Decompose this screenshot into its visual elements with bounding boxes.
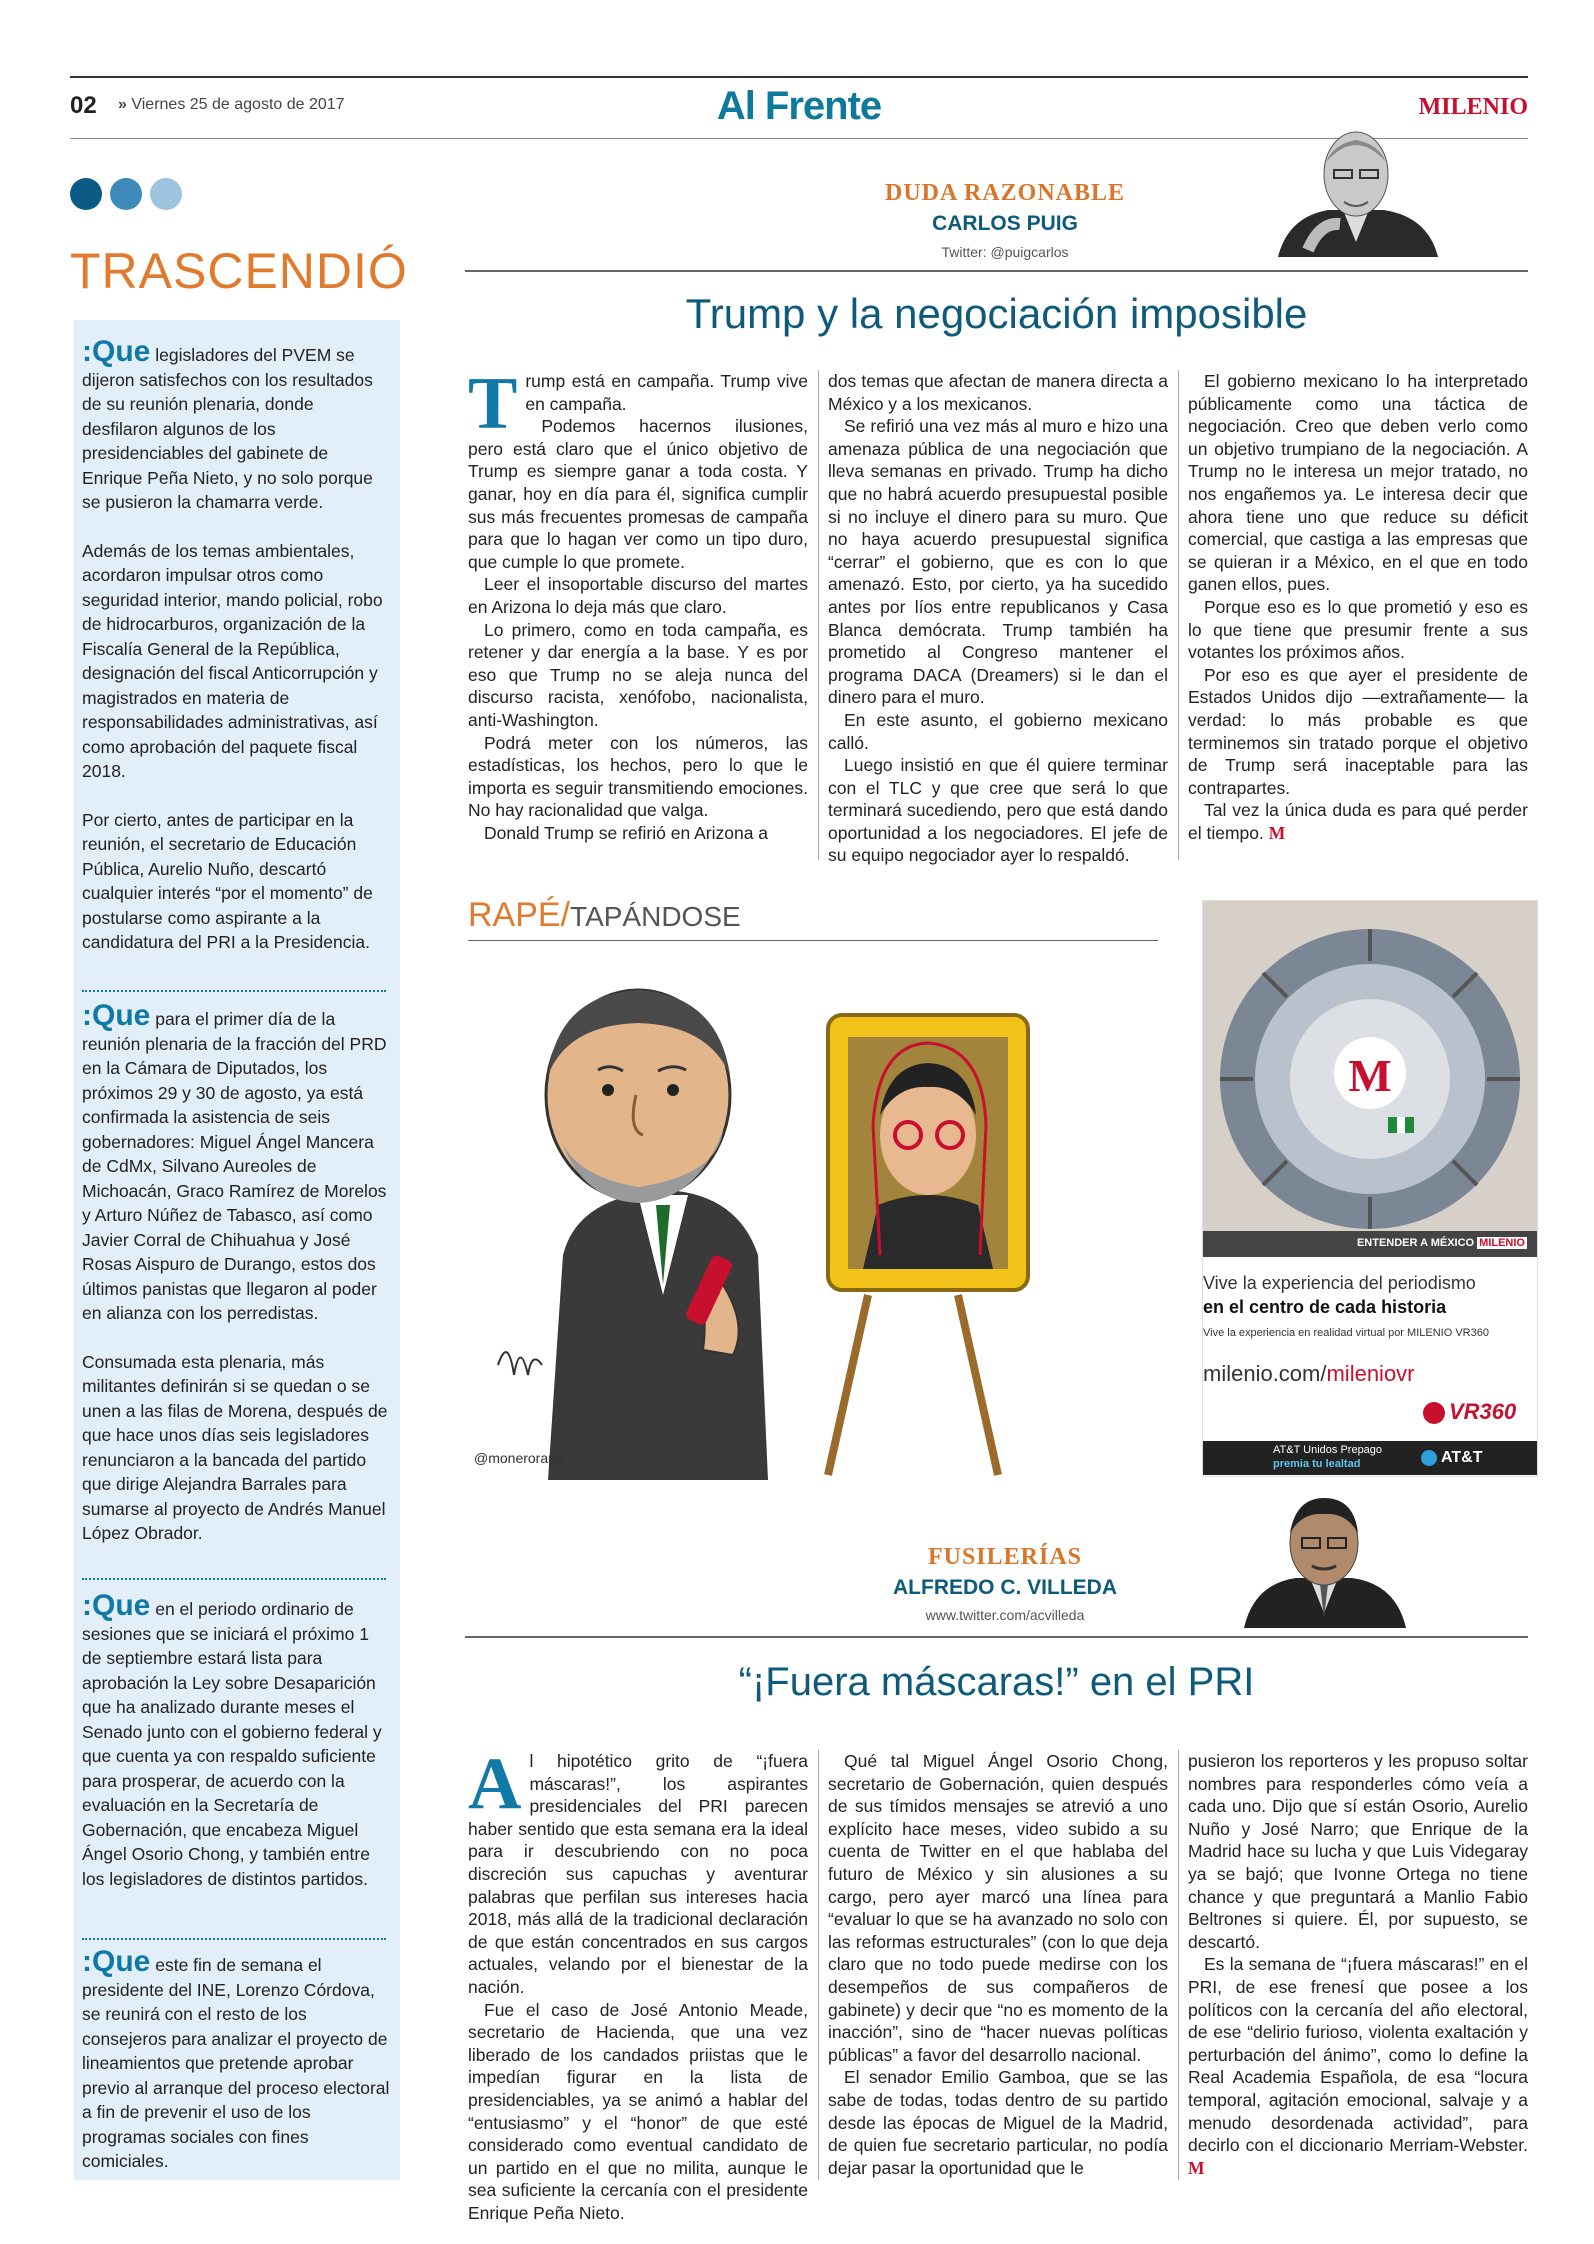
article-column (828, 1750, 1168, 2179)
dot-icon (150, 178, 182, 210)
column-kicker: DUDA RAZONABLE (884, 180, 1126, 206)
column-rule (465, 1636, 1528, 1638)
paragraph: Podrá meter con los números, las estadísticas, los hechos, pero lo que le importa es seguir transmitiendo emociones. No hay racionalidad que valga. (468, 732, 808, 821)
article-column (1188, 370, 1528, 844)
paragraph: El senador Emilio Gamboa, que se las sabe de todas, todas dentro de su partido desde las épocas de Miguel de la Madrid, de quien fue secretario particular, no podía dejar pasar la oportunidad que le (828, 2067, 1168, 2178)
paragraph: rump está en campaña. Trump vive en campaña. (525, 371, 808, 414)
sidebar-text: legisladores del PVEM se dijeron satisfechos con los resultados de su reunión plenaria, donde desfilaron algunos de los presidenciables del gabinete de Enrique Peña Nieto, y no solo porque se pusieron la chamarra verde. (82, 345, 373, 512)
sidebar-title: TRASCENDIÓ (70, 243, 408, 299)
svg-text:M: M (1348, 1050, 1392, 1101)
paragraph: Tal vez la única duda es para qué perder el tiempo. (1188, 800, 1528, 843)
column-divider (818, 370, 819, 860)
date-text: Viernes 25 de agosto de 2017 (131, 96, 345, 113)
end-mark-icon: M (1268, 822, 1286, 843)
sidebar-item (82, 335, 392, 979)
dot-icon (110, 178, 142, 210)
att-line2: premia tu lealtad (1273, 1458, 1361, 1470)
column-divider (1178, 1750, 1179, 2180)
article-column (468, 1743, 808, 2224)
sidebar-text: Por cierto, antes de participar en la reunión, el secretario de Educación Pública, Aurelio Nuño, descartó cualquier interés “por el momento” de postularse como aspirante a la candidatura del PRI a la Presidencia. (82, 809, 373, 952)
ad-image (1203, 901, 1537, 1257)
sidebar-text: Además de los temas ambientales, acordaron impulsar otros como seguridad interior, mando policial, robo de hidrocarburos, organización de la Fiscalía General de la República, designación del fiscal Anticorrupción y magistrados en materia de responsabilidades administrativas, así como aprobación del paquete fiscal 2018. (82, 540, 383, 781)
cartoon-credit: @monerorape (474, 1450, 564, 1466)
paragraph: En este asunto, el gobierno mexicano calló. (828, 709, 1168, 753)
ad-badge (1203, 1237, 1537, 1249)
sidebar-item (82, 1945, 392, 2198)
sidebar-item (82, 999, 392, 1570)
att-line1: AT&T Unidos Prepago (1273, 1444, 1383, 1456)
paragraph: Es la semana de “¡fuera máscaras!” en el PRI, de ese frenesí que posee a los políticos con la cercanía del año electoral, de ese “delirio furioso, violenta exaltación y perturbación del ánimo”, como lo define la Real Academia Española, de esa “locura temporal, agitación emocional, salvaje y a menudo desordenada actividad”, para decirlo con el diccionario Merriam-Webster. (1188, 1954, 1528, 2156)
paragraph: Por eso es que ayer el presidente de Estados Unidos dijo —extrañamente— la verdad: lo más probable es que terminemos sin tratado porque el objetivo de Trump será inaceptable para las contrapartes. (1188, 664, 1528, 798)
paragraph: Luego insistió en que él quiere terminar con el TLC y que cree que será lo que terminará sucediendo, pero que está dando oportunidad a los negociadores. El jefe de su equipo negociador ayer lo respaldó. (828, 755, 1168, 866)
paragraph: dos temas que afectan de manera directa a México y a los mexicanos. (828, 371, 1168, 414)
cartoon-rule (468, 940, 1158, 941)
paragraph: l hipotético grito de “¡fuera máscaras!”, los aspirantes presidenciales del PRI parecen haber sentido que esta semana era la ideal para ir descubriendo con no poca discreción sus capuchas y aventurar palabras que perfilan sus intereses hacia 2018, más allá de la tradicional declaración de que están concentrados en sus cargos actuales, velando por el bienestar de la nación. (468, 1751, 808, 1997)
que-label: :Que (82, 1589, 151, 1622)
ad-badge-text: ENTENDER A MÉXICO (1356, 1237, 1475, 1249)
brand-logo: MILENIO (1418, 94, 1528, 120)
att-banner (1203, 1441, 1537, 1475)
ad-url-suffix: mileniovr (1326, 1361, 1415, 1386)
ad-line3: Vive la experiencia en realidad virtual por MILENIO VR360 (1203, 1327, 1489, 1339)
column-author: CARLOS PUIG (932, 212, 1078, 235)
column-divider (1178, 370, 1179, 860)
column-rule (465, 270, 1528, 272)
divider (82, 990, 386, 992)
article-column (1188, 1750, 1528, 2179)
column-kicker: FUSILERÍAS (927, 1544, 1083, 1570)
que-label: :Que (82, 1945, 151, 1978)
cartoon-title (468, 896, 741, 935)
paragraph: Leer el insoportable discurso del martes en Arizona lo deja más que claro. (468, 574, 808, 617)
paragraph: Lo primero, como en toda campaña, es retener y dar energía a la base. Y es por eso que Trump no se aleja nunca del discurso racista, xenófobo, nacionalista, anti-Washington. (468, 619, 808, 730)
globe-icon (1421, 1450, 1437, 1466)
article-column (468, 363, 808, 844)
att-logo (1421, 1449, 1482, 1467)
vr-logo (1423, 1399, 1533, 1425)
paragraph: Fue el caso de José Antonio Meade, secretario de Hacienda, que una vez liberado de los candados priistas que le impedían figurar en la lista de presidenciables, ya se animó a hablar del “entusiasmo” y el “honor” de que esté considerado como eventual candidato de un partido en el que no milita, aunque le sea suficiente la cercanía con el presidente Enrique Peña Nieto. (468, 1999, 808, 2223)
divider (82, 1938, 386, 1940)
ad-line1: Vive la experiencia del periodismo (1203, 1273, 1476, 1293)
end-mark-icon: M (1188, 2157, 1205, 2178)
article-title: “¡Fuera máscaras!” en el PRI (738, 1660, 1255, 1704)
paragraph: Porque eso es lo que prometió y eso es lo que tiene que presumir frente a sus votantes los próximos años. (1188, 596, 1528, 663)
sidebar-text: para el primer día de la reunión plenaria de la fracción del PRD en la Cámara de Diputados, los próximos 29 y 30 de agosto, ya está confirmada la asistencia de seis gobernadores: Miguel Ángel Mancera de CdMx, Silvano Aureoles de Michoacán, Graco Ramírez de Morelos y Arturo Núñez de Tabasco, así como Javier Corral de Chihuahua y José Rosas Aispuro de Durango, estos dos últimos panistas que llegaron al poder en alianza con los perredistas. (82, 1009, 387, 1323)
divider (82, 1578, 386, 1580)
sidebar-item (82, 1589, 392, 1915)
author-photo (1236, 1488, 1412, 1628)
page-number: 02 (70, 92, 97, 119)
ad-badge-brand: MILENIO (1479, 1237, 1525, 1249)
att-brand: AT&T (1441, 1449, 1483, 1466)
paragraph: Se refirió una vez más al muro e hizo una amenaza pública de una negociación que lleva semanas en privado. Trump ha dicho que no habrá acuerdo presupuestal posible si no incluye el dinero para su muro. Que no haya acuerdo presupuestal significa “cerrar” el gobierno, que es con lo que amenazó. Esto, por cierto, ya ha sucedido antes por líos entre republicanos y Casa Blanca demócrata. Trump también ha prometido al Congreso mantener el programa DACA (Dreamers) si le dan el dinero para el muro. (828, 416, 1168, 708)
vr-logo-icon (1423, 1402, 1445, 1424)
que-label: :Que (82, 999, 151, 1032)
ad-url[interactable] (1203, 1361, 1537, 1387)
cartoon-title-main: RAPÉ/ (468, 896, 571, 934)
ad-url-prefix: milenio.com/ (1203, 1361, 1327, 1386)
paragraph: pusieron los reporteros y les propuso soltar nombres para responderles cómo veía a cada uno. Dijo que sí están Osorio, Aurelio Nuño y José Narro; que Enrique de la Madrid hace su lucha y que Luis Videgaray ya se bajó; que Ivonne Ortega no tiene chance y que preguntará a Manlio Fabio Beltrones si quiere. Él, por supuesto, se descartó. (1188, 1751, 1528, 1952)
column-twitter: www.twitter.com/acvilleda (925, 1607, 1085, 1623)
top-rule (70, 76, 1528, 78)
drop-cap: T (468, 363, 518, 445)
vr-logo-text: VR360 (1449, 1399, 1517, 1424)
section-title: Al Frente (716, 84, 882, 128)
sidebar-text: en el periodo ordinario de sesiones que se iniciará el próximo 1 de septiembre estará lista para aprobación la Ley sobre Desaparición que ha analizado durante meses el Senado junto con el gobierno federal y que cuenta ya con respaldo suficiente para prosperar, de acuerdo con la evaluación en la Secretaría de Gobernación, que encabeza Miguel Ángel Osorio Chong, y también entre los legisladores de distintos partidos. (82, 1599, 382, 1889)
drop-cap: A (468, 1743, 522, 1825)
author-photo (1268, 122, 1444, 257)
sidebar-text: este fin de semana el presidente del INE, Lorenzo Córdova, se reunirá con el resto de los consejeros para analizar el proyecto de lineamientos que pretende aprobar previo al arranque del proceso electoral a fin de prevenir el uso de los programas sociales con fines comiciales. (82, 1955, 390, 2171)
article-column (828, 370, 1168, 867)
paragraph: Qué tal Miguel Ángel Osorio Chong, secretario de Gobernación, quien después de sus tímidos mensajes se atrevió a uno explícito hace meses, video subido a su cuenta de Twitter en el que hablaba del futuro de México y sin alusiones a su cargo, pero ayer marcó una línea para “evaluar lo que se ha avanzado no solo con las reformas estructurales” (con lo que deja claro que no todo puede medirse con los desempeños de sus compañeros de gabinete) y decir que “no es momento de la inacción”, sino de “hacer nuevas políticas públicas” a favor del desarrollo nacional. (828, 1751, 1168, 2065)
sidebar-text: Consumada esta plenaria, más militantes definirán si se quedan o se unen a las filas de Morena, después de que hace unos días seis legisladores renunciaron a la bancada del partido que dirige Alejandra Barrales para sumarse al proyecto de Andrés Manuel López Obrador. (82, 1351, 388, 1543)
paragraph: Donald Trump se refirió en Arizona a (484, 822, 769, 843)
que-label: :Que (82, 335, 151, 368)
cartoon-subtitle: TAPÁNDOSE (570, 901, 741, 932)
cartoon-illustration (468, 955, 1168, 1480)
article-title: Trump y la negociación imposible (685, 290, 1308, 337)
ad-line2: en el centro de cada historia (1203, 1297, 1447, 1317)
dot-icon (70, 178, 102, 210)
column-twitter: Twitter: @puigcarlos (941, 244, 1069, 260)
advertisement[interactable] (1202, 900, 1538, 1477)
paragraph: Podemos hacernos ilusiones, pero está claro que el único objetivo de Trump es siempre ganar a toda costa. Y ganar, hoy en día para él, significa cumplir sus más frecuentes promesas de campaña para que lo hagan ver como un tipo duro, que cumple lo que promete. (468, 416, 808, 572)
paragraph: El gobierno mexicano lo ha interpretado públicamente como una táctica de negociación. Creo que deben verlo como un objetivo trumpiano de la negociación. A Trump no le interesa un mejor tratado, no nos engañemos ya. Le interesa decir que ahora tiene uno que reduce su déficit comercial, que castiga a las empresas que se quieran ir a México, en el que en todo ganen ellos, pues. (1188, 371, 1528, 595)
chevron-right-icon: » (118, 96, 127, 113)
column-author: ALFREDO C. VILLEDA (893, 1576, 1117, 1599)
column-divider (818, 1750, 819, 2180)
